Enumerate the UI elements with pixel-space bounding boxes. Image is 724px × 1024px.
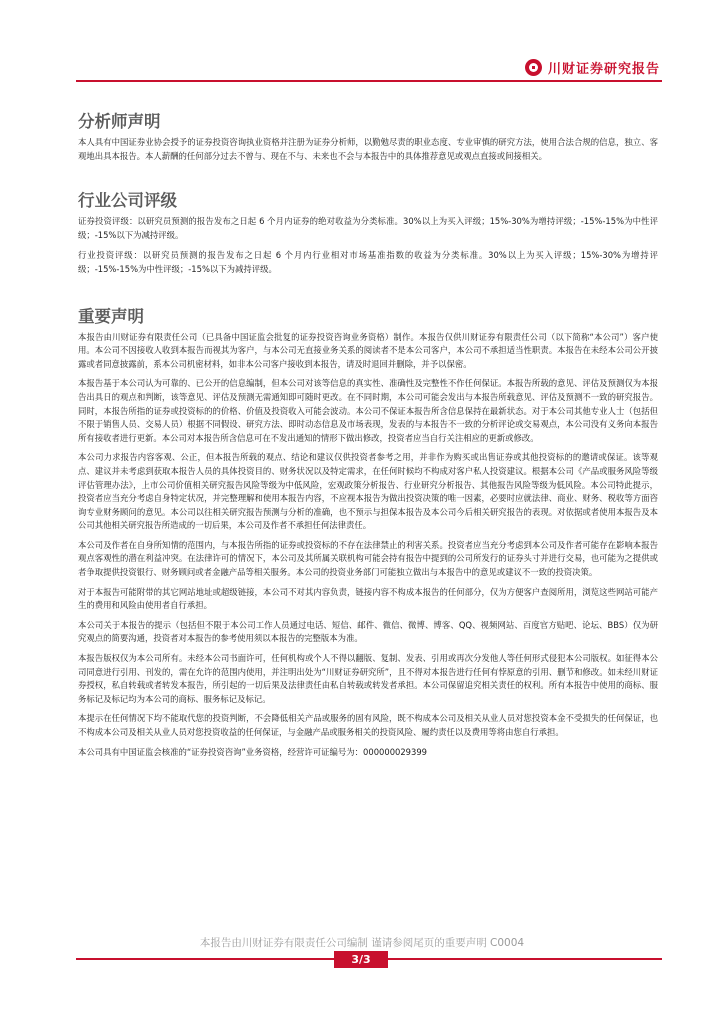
disclaimer-paragraph: 对于本报告可能附带的其它网站地址或超级链接，本公司不对其内容负责，链接内容不构成本报告的任何部分，仅为方便客户查阅所用，浏览这些网站可能产生的费用和风险由使用者自行承担。 — [78, 586, 658, 611]
disclaimer-paragraph: 本公司关于本报告的提示（包括但不限于本公司工作人员通过电话、短信、邮件、微信、微博、博客、QQ、视频网站、百度官方贴吧、论坛、BBS）仅为研究观点的简要沟通，投资者对本报告的参考使用须以本报告的完整版本为准。 — [78, 619, 658, 644]
disclaimer-paragraph: 本报告由川财证券有限责任公司（已具备中国证监会批复的证券投资咨询业务资格）制作。本报告仅供川财证券有限责任公司（以下简称“本公司”）客户使用。本公司不因接收人收到本报告而视其为客户，与本公司无直接业务关系的阅读者不是本公司客户，本公司不承担适当性职责。本报告在未经本公司公开披露或者同意披露前，系本公司机密材料，如非本公司客户接收到本报告，请及时退回并删除，并予以保密。 — [78, 331, 658, 369]
disclaimer-section — [78, 307, 658, 760]
disclaimer-paragraph: 本报告版权仅为本公司所有。未经本公司书面许可，任何机构或个人不得以翻版、复制、发表、引用或再次分发他人等任何形式侵犯本公司版权。如征得本公司同意进行引用、刊发的，需在允许的范围内使用，并注明出处为“川财证券研究所”，且不得对本报告进行任何有悖原意的引用、删节和修改。如未经川财证券授权，私自转载或者转发本报告，所引起的一切后果及法律责任由私自转载或转发者承担。本公司保留追究相关责任的权利。所有本报告中使用的商标、服务标记及标记均为本公司的商标、服务标记及标记。 — [78, 653, 658, 704]
analyst-statement-section — [78, 112, 658, 163]
header-divider — [76, 80, 662, 82]
analyst-statement-paragraph: 本人具有中国证券业协会授予的证券投资咨询执业资格并注册为证券分析师，以勤勉尽责的职业态度、专业审慎的研究方法，使用合法合规的信息，独立、客观地出具本报告。本人薪酬的任何部分过去不曾与、现在不与、未来也不会与本报告中的具体推荐意见或观点直接或间接相关。 — [78, 137, 658, 161]
rating-paragraph-security: 证券投资评级：以研究员预测的报告发布之日起 6 个月内证券的绝对收益为分类标准。30%以上为买入评级；15%-30%为增持评级；-15%-15%为中性评级；-15%以下为减持评级。 — [78, 216, 658, 240]
brand-name: 川财证券研究报告 — [547, 62, 660, 77]
analyst-statement-title: 分析师声明 — [78, 112, 161, 131]
disclaimer-title: 重要声明 — [78, 306, 144, 326]
footer-note: 本报告由川财证券有限责任公司编制 谨请参阅尾页的重要声明 C0004 — [199, 937, 525, 949]
disclaimer-paragraph: 本报告基于本公司认为可靠的、已公开的信息编制，但本公司对该等信息的真实性、准确性及完整性不作任何保证。本报告所载的意见、评估及预测仅为本报告出具日的观点和判断，该等意见、评估及预测无需通知即可随时更改。在不同时期，本公司可能会发出与本报告所载意见、评估及预测不一致的研究报告。同时，本报告所指的证券或投资标的的价格、价值及投资收入可能会波动。本公司不保证本报告所含信息保持在最新状态。对于本公司其他专业人士（包括但不限于销售人员、交易人员）根据不同假设、研究方法、即时动态信息及市场表现，发表的与本报告不一致的分析评论或交易观点，本公司没有义务向本报告所有接收者进行更新。本公司对本报告所含信息可在不发出通知的情形下做出修改，投资者应当自行关注相应的更新或修改。 — [78, 378, 658, 443]
disclaimer-paragraph: 本提示在任何情况下均不能取代您的投资判断，不会降低相关产品或服务的固有风险，既不构成本公司及相关从业人员对您投资本金不受损失的任何保证，也不构成本公司及相关从业人员对您投资收益的任何保证，与金融产品或服务相关的投资风险、履约责任以及费用等将由您自行承担。 — [78, 713, 658, 737]
disclaimer-paragraph: 本公司力求报告内容客观、公正，但本报告所载的观点、结论和建议仅供投资者参考之用，并非作为购买或出售证券或其他投资标的的邀请或保证。该等观点、建议并未考虑到获取本报告人员的具体投资目的、财务状况以及特定需求，在任何时候均不构成对客户私人投资建议。根据本公司《产品或服务风险等级评估管理办法》，上市公司价值相关研究报告风险等级为中低风险，宏观政策分析报告、行业研究分析报告、其他报告风险等级为低风险。本公司特此提示，投资者应当充分考虑自身特定状况，并完整理解和使用本报告内容，不应视本报告为做出投资决策的唯一因素，必要时应就法律、商业、财务、税收等方面咨询专业财务顾问的意见。本公司以往相关研究报告预测与分析的准确，也不预示与担保本报告及本公司今后相关研究报告的表现。对依据或者使用本报告及本公司其他相关研究报告所造成的一切后果，本公司及作者不承担任何法律责任。 — [78, 452, 658, 531]
rating-title: 行业公司评级 — [78, 191, 177, 211]
header-brand — [525, 58, 660, 77]
document-body — [78, 112, 658, 765]
license-number-paragraph: 本公司具有中国证监会核准的“证券投资咨询”业务资格，经营许可证编号为：000000029399 — [78, 746, 427, 757]
page-number: 3/3 — [334, 951, 388, 968]
rating-section — [78, 191, 658, 276]
rating-paragraph-industry: 行业投资评级：以研究员预测的报告发布之日起 6 个月内行业相对市场基准指数的收益为分类标准。30%以上为买入评级；15%-30%为增持评级；-15%-15%为中性评级；-15%以下为减持评级。 — [78, 250, 658, 274]
disclaimer-paragraph: 本公司及作者在自身所知情的范围内，与本报告所指的证券或投资标的不存在法律禁止的利害关系。投资者应当充分考虑到本公司及作者可能存在影响本报告观点客观性的潜在利益冲突。在法律许可的情况下，本公司及其所属关联机构可能会持有报告中提到的公司所发行的证券头寸并进行交易，也可能为之提供或者争取提供投资银行、财务顾问或者金融产品等相关服务。本公司的投资业务部门可能独立做出与本报告中的意见或建议不一致的投资决策。 — [78, 539, 658, 578]
chuancai-logo-icon — [525, 59, 542, 76]
